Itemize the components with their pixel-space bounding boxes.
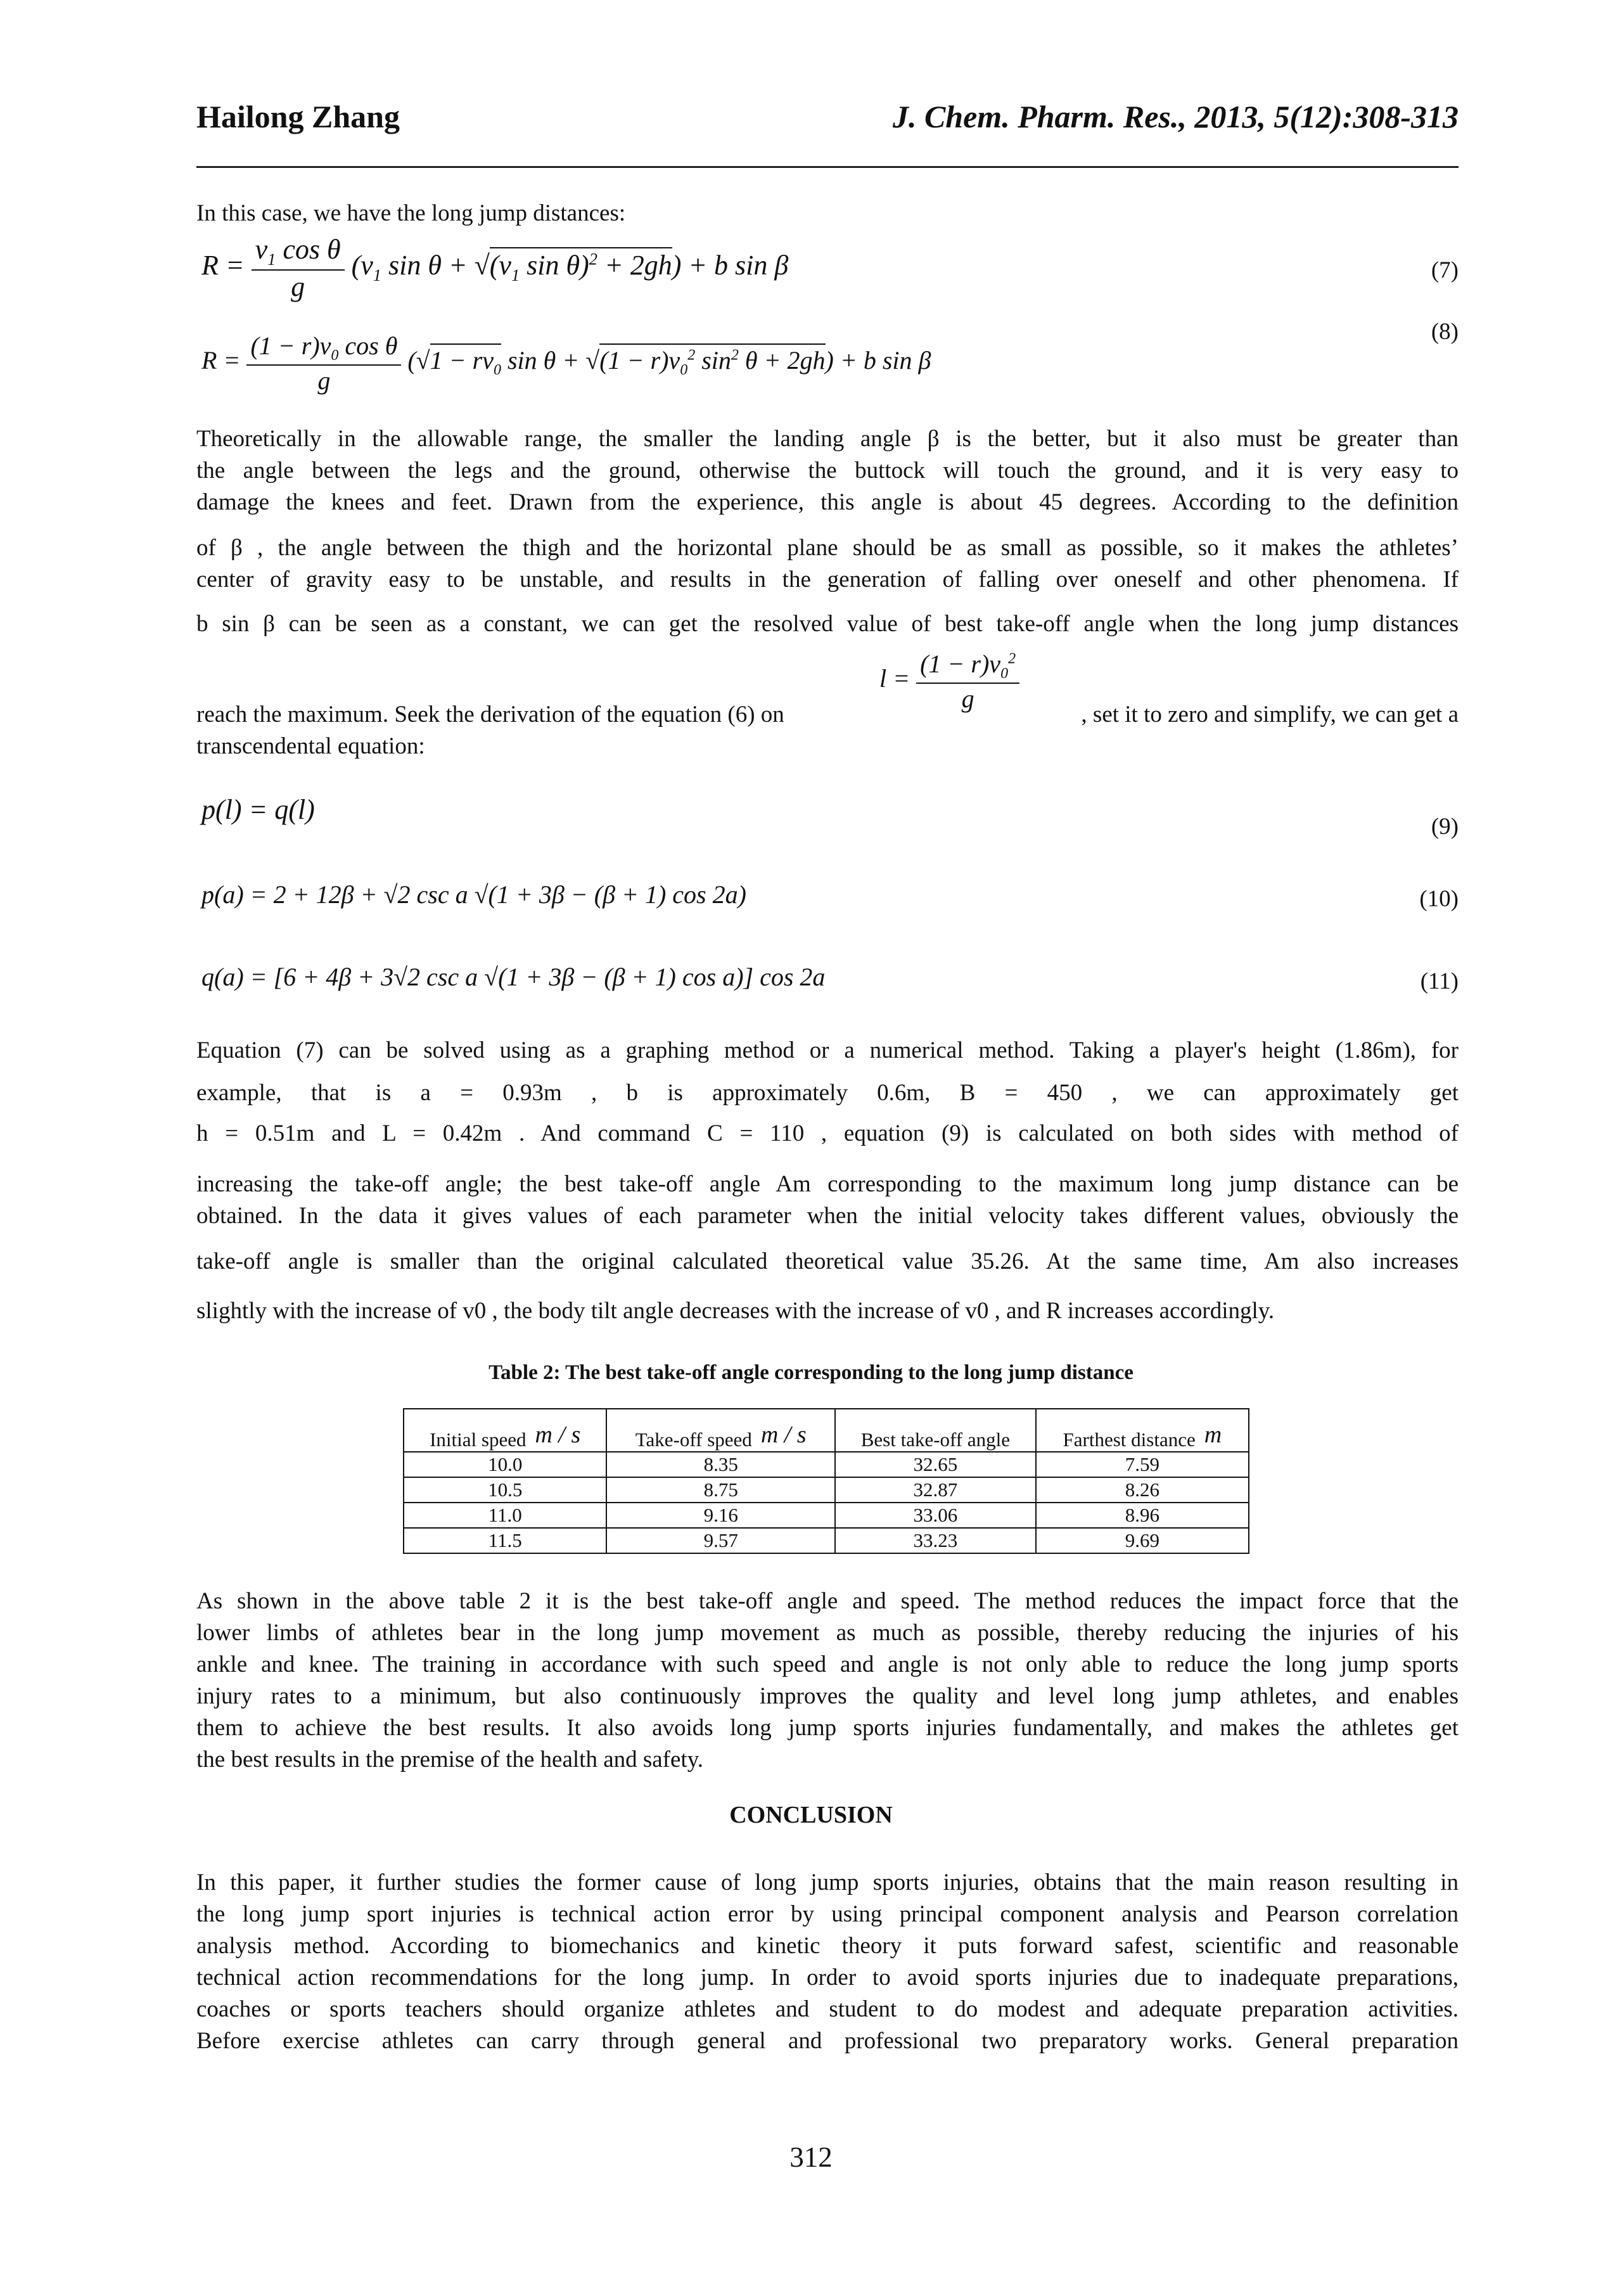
results-table bbox=[403, 1408, 1249, 1554]
equation-9-number: (9) bbox=[1431, 814, 1459, 840]
para1-line1: Theoretically in the allowable range, the smaller the landing angle β is the better, but it also must be greater than bbox=[196, 426, 1459, 452]
para2-line6: take-off angle is smaller than the original calculated theoretical value 35.26. At the same time, Am also increases bbox=[196, 1248, 1459, 1274]
section-title: CONCLUSION bbox=[729, 1802, 893, 1828]
table-row bbox=[404, 1452, 1249, 1477]
para1-line7b: , set it to zero and simplify, we can get a bbox=[1081, 702, 1459, 728]
para1-line4: of β , the angle between the thigh and the horizontal plane should be as small as possible, so it makes the athletes’ bbox=[196, 535, 1459, 561]
para1-line6: b sin β can be seen as a constant, we can get the resolved value of best take-off angle when the long jump distances bbox=[196, 611, 1459, 637]
para2-line7: slightly with the increase of v0 , the body tilt angle decreases with the increase of v0 , and R increases accordingly. bbox=[196, 1298, 1275, 1324]
para4-line2: the long jump sport injuries is technical action error by using principal component analysis and Pearson correlation bbox=[196, 1901, 1459, 1927]
para3-line6: the best results in the premise of the health and safety. bbox=[196, 1747, 704, 1773]
table-row bbox=[404, 1503, 1249, 1528]
equation-10: p(a) = 2 + 12β + √2 csc a √(1 + 3β − (β + 1) cos 2a) bbox=[201, 880, 746, 909]
table-cell: 10.5 bbox=[404, 1477, 606, 1503]
table-row bbox=[404, 1528, 1249, 1553]
para2-line5: obtained. In the data it gives values of each parameter when the initial velocity takes different values, obviously the bbox=[196, 1203, 1459, 1229]
table-header-cell: Best take-off angle bbox=[835, 1409, 1036, 1452]
para2-line1: Equation (7) can be solved using as a graphing method or a numerical method. Taking a player's height (1.86m), for bbox=[196, 1037, 1459, 1063]
para1-line8: transcendental equation: bbox=[196, 733, 425, 759]
equation-8-number: (8) bbox=[1431, 319, 1459, 345]
para1-line3: damage the knees and feet. Drawn from the experience, this angle is about 45 degrees. According to the definition bbox=[196, 489, 1459, 515]
table-cell: 9.69 bbox=[1036, 1528, 1249, 1553]
table-header-cell: Initial speed m / s bbox=[404, 1409, 606, 1452]
inline-equation-l: l = $\frac{(1 - r)v_0^2}{g}$ bbox=[879, 649, 1019, 714]
para4-line1: In this paper, it further studies the former cause of long jump sports injuries, obtains that the main reason resulting in bbox=[196, 1870, 1459, 1895]
table-cell: 11.0 bbox=[404, 1503, 606, 1528]
equation-7: R = $\frac{v_1 \cos \theta}{g}$ ($v_1$ $\sin \theta + √(v_1$ sin θ)$^2$ + 2gh) + b sin β bbox=[201, 234, 789, 302]
table-cell: 8.75 bbox=[606, 1477, 835, 1503]
para3-line2: lower limbs of athletes bear in the long jump movement as much as possible, thereby reducing the injuries of his bbox=[196, 1620, 1459, 1646]
table-cell: 8.96 bbox=[1036, 1503, 1249, 1528]
para1-line7a: reach the maximum. Seek the derivation of the equation (6) on bbox=[196, 702, 784, 728]
para2-line2: example, that is a = 0.93m , b is approximately 0.6m, B = 450 , we can approximately get bbox=[196, 1080, 1459, 1106]
table-cell: 32.87 bbox=[835, 1477, 1036, 1503]
table-cell: 9.16 bbox=[606, 1503, 835, 1528]
para4-line6: Before exercise athletes can carry through general and professional two preparatory works. General preparation bbox=[196, 2028, 1459, 2054]
para1-line2: the angle between the legs and the ground, otherwise the buttock will touch the ground, and it is very easy to bbox=[196, 458, 1459, 484]
intro-text: In this case, we have the long jump distances: bbox=[196, 200, 626, 226]
table-cell: 32.65 bbox=[835, 1452, 1036, 1477]
para2-line3: h = 0.51m and L = 0.42m . And command C = 110 , equation (9) is calculated on both sides with method of bbox=[196, 1120, 1459, 1146]
table-header-row bbox=[404, 1409, 1249, 1452]
table-cell: 33.23 bbox=[835, 1528, 1036, 1553]
table-header-cell: Farthest distance m bbox=[1036, 1409, 1249, 1452]
table-cell: 11.5 bbox=[404, 1528, 606, 1553]
equation-8: R = $\frac{(1 - r)v_0 \cos \theta}{g}$ ($√1 - rv_0$ $\sin \theta + √(1 - r)v_0^2$ $\sin^2 \theta + 2gh) + b$ sin β bbox=[201, 331, 931, 395]
para1-line5: center of gravity easy to be unstable, and results in the generation of falling over oneself and other phenomena. If bbox=[196, 567, 1459, 593]
table-cell: 8.35 bbox=[606, 1452, 835, 1477]
para2-line4: increasing the take-off angle; the best take-off angle Am corresponding to the maximum long jump distance can be bbox=[196, 1171, 1459, 1197]
header-journal: J. Chem. Pharm. Res., 2013, 5(12):308-313 bbox=[892, 99, 1459, 134]
page-number: 312 bbox=[789, 2141, 833, 2173]
table-cell: 10.0 bbox=[404, 1452, 606, 1477]
table-row bbox=[404, 1477, 1249, 1503]
table-cell: 33.06 bbox=[835, 1503, 1036, 1528]
table-cell: 8.26 bbox=[1036, 1477, 1249, 1503]
table-cell: 7.59 bbox=[1036, 1452, 1249, 1477]
header-rule bbox=[196, 166, 1459, 168]
equation-11-number: (11) bbox=[1420, 968, 1459, 994]
header-author: Hailong Zhang bbox=[196, 99, 400, 134]
equation-7-number: (7) bbox=[1431, 257, 1459, 283]
para4-line3: analysis method. According to biomechanics and kinetic theory it puts forward safest, scientific and reasonable bbox=[196, 1933, 1459, 1959]
table-header-cell: Take-off speed m / s bbox=[606, 1409, 835, 1452]
para4-line5: coaches or sports teachers should organize athletes and student to do modest and adequate preparation activities. bbox=[196, 1996, 1459, 2022]
table-caption: Table 2: The best take-off angle corresponding to the long jump distance bbox=[489, 1361, 1133, 1384]
equation-9: p(l) = q(l) bbox=[201, 794, 315, 825]
para3-line3: ankle and knee. The training in accordance with such speed and angle is not only able to reduce the long jump sports bbox=[196, 1651, 1459, 1677]
para3-line5: them to achieve the best results. It also avoids long jump sports injuries fundamentally, and makes the athletes get bbox=[196, 1715, 1459, 1741]
para3-line4: injury rates to a minimum, but also continuously improves the quality and level long jump athletes, and enables bbox=[196, 1683, 1459, 1709]
para3-line1: As shown in the above table 2 it is the best take-off angle and speed. The method reduces the impact force that the bbox=[196, 1588, 1459, 1614]
table-cell: 9.57 bbox=[606, 1528, 835, 1553]
para4-line4: technical action recommendations for the long jump. In order to avoid sports injuries due to inadequate preparations, bbox=[196, 1965, 1459, 1991]
equation-10-number: (10) bbox=[1419, 886, 1459, 912]
equation-11: q(a) = [6 + 4β + 3√2 csc a √(1 + 3β − (β + 1) cos a)] cos 2a bbox=[201, 963, 826, 991]
